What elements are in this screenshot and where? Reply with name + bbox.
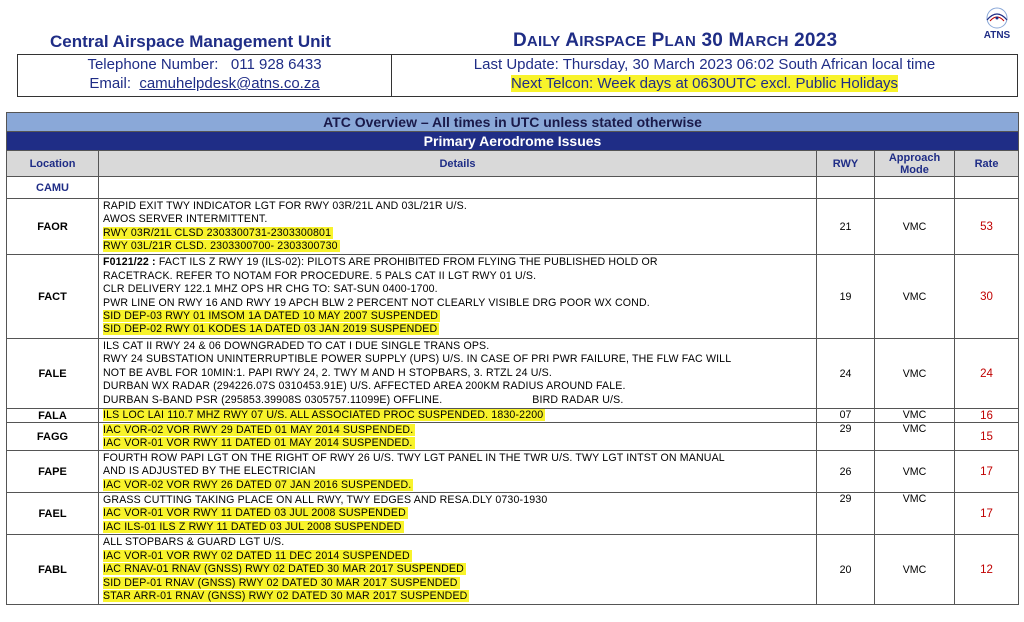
aerodrome-row [7, 339, 1019, 409]
approach-mode-cell: VMC [875, 451, 955, 493]
details-line [103, 394, 816, 407]
details-line [103, 577, 816, 590]
highlighted-text: SID DEP-01 RNAV (GNSS) RWY 02 DATED 30 MAR 2017 SUSPENDED [103, 576, 458, 589]
col-rate: Rate [955, 151, 1019, 177]
plan-title-part: IRSPACE [579, 33, 647, 50]
highlighted-text: IAC VOR-02 VOR RWY 29 DATED 01 MAY 2014 SUSPENDED. [103, 423, 414, 436]
location-cell: CAMU [7, 177, 99, 199]
col-approach-line-1: Approach [888, 151, 941, 164]
email-line [18, 74, 391, 93]
atns-logo-icon [974, 6, 1020, 30]
details-text: NOT BE AVBL FOR 10MIN:1. PAPI RWY 24, 2. TWY M AND H STOPBARS, 3. RTZL 24 U/S. [103, 366, 552, 379]
details-text: DURBAN WX RADAR (294226.07S 0310453.91E) U/S. AFFECTED AREA 200KM RADIUS AROUND FALE. [103, 380, 626, 393]
details-line [103, 256, 816, 269]
details-line [103, 424, 816, 437]
atc-overview-table [6, 112, 1018, 605]
email-link[interactable]: camuhelpdesk@atns.co.za [139, 75, 320, 92]
details-line [103, 213, 816, 226]
section-banner: Primary Aerodrome Issues [7, 132, 1019, 151]
rate-cell: 24 [955, 339, 1019, 409]
details-line [103, 240, 816, 253]
highlighted-text: IAC VOR-01 VOR RWY 11 DATED 01 MAY 2014 SUSPENDED. [103, 436, 413, 449]
next-telcon: Next Telcon: Week days at 0630UTC excl. Public Holidays [510, 75, 899, 92]
approach-mode-cell: VMC [875, 423, 955, 451]
rate-cell [955, 177, 1019, 199]
location-cell: FALE [7, 339, 99, 409]
approach-mode-cell: VMC [875, 409, 955, 423]
rwy-cell: 20 [817, 535, 875, 605]
plan-title-part: LAN [664, 33, 696, 50]
details-line [103, 550, 816, 563]
details-line [103, 283, 816, 296]
rwy-cell: 24 [817, 339, 875, 409]
highlighted-text: RWY 03R/21L CLSD 2303300731-2303300801 [103, 226, 332, 239]
details-line [103, 507, 816, 520]
location-cell: FABL [7, 535, 99, 605]
details-line [103, 227, 816, 240]
rwy-cell: 26 [817, 451, 875, 493]
details-line [103, 409, 816, 422]
rate-cell: 17 [955, 451, 1019, 493]
plan-title-part: 2023 [794, 30, 838, 51]
rwy-cell: 29 [817, 423, 875, 451]
details-cell [99, 409, 817, 423]
overview-banner: ATC Overview – All times in UTC unless stated otherwise [7, 113, 1019, 132]
aerodrome-row [7, 535, 1019, 605]
details-text: BIRD RADAR U/S. [532, 393, 624, 406]
approach-mode-cell: VMC [875, 255, 955, 339]
details-cell [99, 339, 817, 409]
rwy-cell: 29 [817, 493, 875, 535]
details-text: GRASS CUTTING TAKING PLACE ON ALL RWY, TWY EDGES AND RESA.DLY 0730-1930 [103, 493, 548, 506]
aerodrome-row [7, 177, 1019, 199]
rwy-cell: 21 [817, 199, 875, 255]
col-location: Location [7, 151, 99, 177]
details-line [103, 536, 816, 549]
details-cell [99, 255, 817, 339]
rwy-cell: 07 [817, 409, 875, 423]
location-cell: FAOR [7, 199, 99, 255]
details-cell [99, 451, 817, 493]
details-text: PWR LINE ON RWY 16 AND RWY 19 APCH BLW 2 PERCENT NOT CLEARLY VISIBLE DRG POOR WX COND. [103, 296, 650, 309]
notam-id: F0121/22 : [103, 256, 156, 269]
rate-cell: 17 [955, 493, 1019, 535]
approach-mode-cell: VMC [875, 339, 955, 409]
phone-value: 011 928 6433 [230, 56, 322, 73]
approach-mode-cell: VMC [875, 493, 955, 535]
plan-title [513, 30, 837, 52]
details-line [103, 563, 816, 576]
aerodrome-row [7, 409, 1019, 423]
col-approach-line-2: Mode [900, 163, 929, 176]
details-text: AWOS SERVER INTERMITTENT. [103, 213, 268, 226]
details-line [103, 310, 816, 323]
highlighted-text: SID DEP-03 RWY 01 IMSOM 1A DATED 10 MAY 2007 SUSPENDED [103, 309, 439, 322]
approach-mode-cell [875, 177, 955, 199]
details-line [103, 465, 816, 478]
details-text: ILS CAT II RWY 24 & 06 DOWNGRADED TO CAT I DUE SINGLE TRANS OPS. [103, 339, 490, 352]
highlighted-text: ILS LOC LAI 110.7 MHZ RWY 07 U/S. ALL ASSOCIATED PROC SUSPENDED. 1830-2200 [103, 409, 544, 421]
email-label: Email: [89, 75, 131, 92]
details-cell [99, 199, 817, 255]
details-line [103, 323, 816, 336]
details-cell [99, 493, 817, 535]
col-details: Details [99, 151, 817, 177]
col-rwy: RWY [817, 151, 875, 177]
details-line [103, 380, 816, 393]
last-update: Last Update: Thursday, 30 March 2023 06:02 South African local time [473, 56, 936, 73]
location-cell: FACT [7, 255, 99, 339]
details-line [103, 297, 816, 310]
highlighted-text: IAC VOR-01 VOR RWY 02 DATED 11 DEC 2014 SUSPENDED [103, 549, 410, 562]
plan-title-part: AILY [526, 33, 561, 50]
approach-mode-cell: VMC [875, 535, 955, 605]
col-approach-mode [875, 151, 955, 177]
details-text: RACETRACK. REFER TO NOTAM FOR PROCEDURE. 5 PALS CAT II LGT RWY 01 U/S. [103, 269, 537, 282]
rwy-cell [817, 177, 875, 199]
rate-cell: 12 [955, 535, 1019, 605]
details-cell [99, 177, 817, 199]
phone-label: Telephone Number: [87, 56, 219, 73]
location-cell: FAGG [7, 423, 99, 451]
highlighted-text: STAR ARR-01 RNAV (GNSS) RWY 02 DATED 30 MAR 2017 SUSPENDED [103, 590, 468, 603]
details-cell [99, 535, 817, 605]
rate-cell: 30 [955, 255, 1019, 339]
rate-cell: 15 [955, 423, 1019, 451]
highlighted-text: IAC VOR-01 VOR RWY 11 DATED 03 JUL 2008 SUSPENDED [103, 507, 406, 520]
highlighted-text: IAC VOR-02 VOR RWY 26 DATED 07 JAN 2016 SUSPENDED. [103, 478, 412, 491]
details-text: ALL STOPBARS & GUARD LGT U/S. [103, 536, 285, 549]
details-text: RWY 24 SUBSTATION UNINTERRUPTIBLE POWER SUPPLY (UPS) U/S. IN CASE OF PRI PWR FAILURE, THE FLW FAC WILL [103, 353, 732, 366]
details-text: FACT ILS Z RWY 19 (ILS-02): PILOTS ARE PROHIBITED FROM FLYING THE PUBLISHED HOLD OR [155, 256, 658, 269]
details-text: RAPID EXIT TWY INDICATOR LGT FOR RWY 03R/21L AND 03L/21R U/S. [103, 199, 467, 212]
aerodrome-row [7, 255, 1019, 339]
contact-info [18, 55, 392, 96]
details-text: AND IS ADJUSTED BY THE ELECTRICIAN [103, 465, 316, 478]
details-line [103, 590, 816, 603]
document-header [0, 0, 1024, 100]
details-cell [99, 423, 817, 451]
details-line [103, 200, 816, 213]
phone-line [18, 55, 391, 74]
plan-title-part: 30 M [701, 30, 745, 51]
aerodrome-row [7, 451, 1019, 493]
update-info [392, 55, 1017, 96]
details-line [103, 479, 816, 492]
rate-cell: 53 [955, 199, 1019, 255]
contact-box [17, 54, 1018, 97]
location-cell: FAPE [7, 451, 99, 493]
details-line [103, 367, 816, 380]
details-line [103, 452, 816, 465]
details-text: FOURTH ROW PAPI LGT ON THE RIGHT OF RWY 26 U/S. TWY LGT PANEL IN THE TWR U/S. TWY LGT INTST ON MANUAL [103, 451, 725, 464]
atns-logo [974, 6, 1020, 46]
rate-cell: 16 [955, 409, 1019, 423]
details-line [103, 353, 816, 366]
plan-title-part: ARCH [744, 33, 789, 50]
next-telcon-line [392, 74, 1017, 93]
details-line [103, 270, 816, 283]
plan-title-part: P [651, 30, 665, 51]
highlighted-text: IAC RNAV-01 RNAV (GNSS) RWY 02 DATED 30 MAR 2017 SUSPENDED [103, 563, 464, 576]
plan-title-part: A [565, 30, 580, 51]
details-line [103, 437, 816, 450]
unit-title: Central Airspace Management Unit [50, 32, 331, 51]
highlighted-text: IAC ILS-01 ILS Z RWY 11 DATED 03 JUL 2008 SUSPENDED [103, 520, 402, 533]
details-text: CLR DELIVERY 122.1 MHZ OPS HR CHG TO: SAT-SUN 0400-1700. [103, 283, 438, 296]
details-text: DURBAN S-BAND PSR (295853.39908S 0305757.11099E) OFFLINE. [103, 393, 443, 406]
rwy-cell: 19 [817, 255, 875, 339]
highlighted-text: SID DEP-02 RWY 01 KODES 1A DATED 03 JAN 2019 SUSPENDED [103, 323, 438, 336]
details-line [103, 494, 816, 507]
approach-mode-cell: VMC [875, 199, 955, 255]
details-line [103, 340, 816, 353]
location-cell: FALA [7, 409, 99, 423]
plan-title-part: D [513, 30, 527, 51]
highlighted-text: RWY 03L/21R CLSD. 2303300700- 2303300730 [103, 239, 338, 252]
details-line [103, 521, 816, 534]
location-cell: FAEL [7, 493, 99, 535]
aerodrome-row [7, 199, 1019, 255]
aerodrome-row [7, 493, 1019, 535]
aerodrome-row [7, 423, 1019, 451]
logo-text: ATNS [983, 30, 1011, 41]
